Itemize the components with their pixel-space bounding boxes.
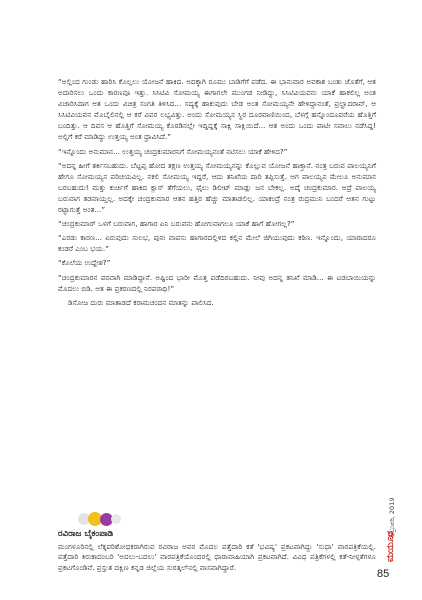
decorative-dots [78,512,138,526]
paragraph-8: ಡಿಸೋಜ ದುರು ಮಾತಾಡದೆ ಕರಾಮಚಂದನ ಮಾತನ್ನು ಪಾಲಿಸಿದ. [68,297,214,307]
paragraph-3: “ಅದನ್ನ ಹೀಗೆ ತರ್ಕಿಸಬಹುದು. ಬೆಟ್ಟಪ್ಪ ಹೋದ ತಕ್ಷಣ ಉತ್ತಯ್ಯ ಸೋಮಯ್ಯನನ್ನು ಕೊಲ್ಲುವ ಯೋಜನೆ ಹಾಕ್ತಾನೆ. ನಂತ್ರ ಬರುವ ಪಾಲಯ್ಯನಿಗೆ ಹೇಗೂ ಸೋಮಯ್ಯನ ಪರಿಚಯವಿಲ್ಲ. ನಕಲಿ ಸೋಮಯ್ಯ ಇದ್ದರೆ, ಆದು ತನಿಖೆಯ ದಾರಿ ತಪ್ಪಿಸುತ್ತೆ. ಆಗ ಪಾಲಯ್ಯನ ಮೇಲೂ ಅನುಮಾನ ಬರಬಹುದು! ಮತ್ತು ಕುರ್ಚಿಗೆ ಹಾಕಿದ ಕ್ಲಾಸ್ ತೆಗೆಯಲು, ಫೈಲು ಡಿಲೀಟ್ ಮಾಡ್ಲು ಜನ ಬೇಕಲ್ಲ. ಅದ್ಕೆ ಚಂದ್ರಕುಮಾರ. ಅದ್ರೆ ಪಾಲಯ್ಯ ಬರುವಾಗ ತಡವಾಯ್ತಲ್ಲ. ಅದಕ್ಕೇ ಚಂದ್ರಕುಮಾರ ಆತನ ಹತ್ತಿರ ಹೆಚ್ಚು ಮಾತಾಡಲಿಲ್ಲ. ಯಾಕಂದ್ರೆ ನಂತ್ರ ರುದ್ರಮುನಿ ಬಂದರೆ ಆತನ ಗುಟ್ಟು ರಟ್ಟಾಗುತ್ತೆ ಅಂತ...” [58,160,376,215]
paragraph-5: “ಎರಡು ಕಾರಣ... ಏರುವುದು ಸುಲಭ, ಪುನಃ ವಾಪಸು ಹಾಗಾರದಲ್ಲಿಳಿದ ಕಲ್ಲಿನ ಮೇಲೆ ಜಿಗಿಯುವುದು ಕಠಿಣ. ಇನ್ನೊಂದು, ಯಾರಾದರೂ ಕಂಡರೆ ಎಂಬ ಭಯ.” [58,233,376,254]
author-box [58,528,376,573]
paragraph-1: “ಅಲ್ಲಿಂದ ಗುಂಡು ಹಾರಿಸಿ ಕೊಲ್ಲಲು ಯೋಜನೆ ಹಾಕಿದ. ಅದಕ್ಕಾಗಿ ರೂಮು ಬಾಡಿಗೆಗೆ ಪಡೆದ. ಈ ಭಾನುವಾರ ಅವಕಾಶ ಬಂತು ಜೊತೆಗೆ, ಆತ ಅದಾರಿಸಲು ಒಂದು ಕಾರಣವೂ ಇತ್ತು. ಸಿಸಿಟಿವಿ ಸೋಮಯ್ಯ ಈಗಾಗಲೇ ಮುಂಗಡ ನೀಡಿದ್ದು, ಸಿಸಿಟಿವಿಯವನು ಯಾಕೆ ಹಾಕಲಿಲ್ಲ ಅಂತ ವಿಚಾರಿಸಿದಾಗ ಆತ ಒಂದು ವಿಚಿತ್ರ ಸಂಗತಿ ತಿಳಿಸಿದ... ಸದ್ಯಕ್ಕೆ ಹಾಕುವುದು ಬೇಡ ಅಂತ ಸೋಮಯ್ಯನೇ ಹೇಳಿದ್ದಾನಂತೆ, ಪ್ರಲ್ಹಾದರಾವ್, ಆ ಸಿಸಿಟಿವಿಯವನ ಮೊಬೈಲಿನಲ್ಲಿ ಆ ಕರೆ ವಿವರ ಲಭ್ಯವಿತ್ತು. ಅಂದು ಸೋಮಯ್ಯನ ಸ್ಥಿರ ದೂರವಾಣಿಯಿಂದ, ಬೆಳಗ್ಗೆ ಹನ್ನೊಂದೂವರೆಯ ಹೊತ್ತಿಗೆ ಬಂದಿತ್ತು. ಆ ದಿವಸ ಆ ಹೊತ್ತಿಗೆ ಸೋಮಯ್ಯ ಕೊಠಡಿನಲ್ಲೇ ಇದ್ದಿದ್ದಕ್ಕೆ ಸಾಕ್ಷಿ ಸಾಕ್ಷಿಯಿದೆ... ಆತ ಅಂದು ಒಂದು ಪಾಟೀ ಸವಾಲು ನಡೆಸಿದ್ದ! ಅಲ್ಲಿಗೆ ಕರೆ ಮಾಡಿದ್ದು ಉತ್ತಯ್ಯ ಅಂತ ಧ್ರಾವಿಸಿದೆ.” [58,77,376,142]
paragraph-4: “ಚಂದ್ರಕುಮಾರ್ ಒಳಗೆ ಬರುವಾಗ, ಹಾಗಾರ ಏನಿ ಬರುವನು ಹೋಗುವಾಗಲೂ ಯಾಕೆ ಹಾಗೆ ಹೋಗಲ್ಲ?” [58,219,295,229]
grey-dot-icon [111,514,121,524]
article-body [58,76,376,311]
magazine-logo: ಮಯೂರ [385,531,396,562]
paragraph-7: “ಚಂದ್ರಕುಮಾರನ ಪರವಾಗಿ ಮಾಡಿದ್ದಾನೆ. ಅಷ್ಟಿಂದ ಭಾರೀ ಮೊತ್ತ ಪಡೆದಿರಬಹುದು. ನೀವು ಅದನ್ನ ತನಿಖೆ ಮಾಡಿ... ಈ ಟಡಬಾಯಿಯನ್ನು ಮೊದಲು ಬಿಡಿ. ಆತ ಈ ಪ್ರಕರಣದಲ್ಲಿ ನಿರಪರಾಧಿ!” [58,272,376,293]
issue-date: ಫೆಬ್ರುವರಿ, 2019 [388,497,396,537]
author-bio: ಮಂಗಳೂರಿನಲ್ಲಿ ಲೆಕ್ಕಪರಿಶೋಧಕರಾಗಿರುವ ರವಿರಾಜ ಅವರ ಮೊದಲ ಪತ್ತೆದಾರಿ ಕತೆ 'ಭವಿಷ್ಯ' ಪ್ರಕಟವಾಗಿದ್ದು 'ಸುಧಾ' ವಾರಪತ್ರಿಕೆಯಲ್ಲಿ. ಪತ್ತೆದಾರಿ ಕಿರುಕಾದಂಬರಿ 'ಅದಲು-ಬದಲು' ವಾರಪತ್ರಿಕೆಯೊಂದರಲ್ಲಿ ಧಾರಾವಾಹಿಯಾಗಿ ಪ್ರಕಟವಾಗಿದೆ. ವಿವಿಧ ಪತ್ರಿಕೆಗಳಲ್ಲಿ ಕತೆ-ನೀಳ್ಗತೆಗಳೂ ಪ್ರಕಟಗೊಂಡಿವೆ. ಪ್ರಸ್ತುತ ದಕ್ಷಿಣ ಕನ್ನಡ ಜಿಲ್ಲೆಯ ಸುರತ್ಕಲ್‌ನಲ್ಲಿ ವಾಸವಾಗಿದ್ದಾರೆ. [58,542,376,572]
page-number: 85 [377,568,390,580]
paragraph-2: “ಇನ್ನೊಂದು ಅನುಮಾನ... ಉತ್ತಯ್ಯ ಚಂದ್ರಕುಮಾರನಿಗೆ ಸೋಮಯ್ಯನಂತೆ ನಟಿಸಲು ಯಾಕೆ ಹೇಳಿದ?” [58,146,288,156]
author-name: ರವಿರಾಜ ಬೈಕಂಪಾಡಿ [58,529,114,539]
paragraph-6: “ಕೊಲೆಯ ಉದ್ದೇಶ?” [58,258,111,268]
